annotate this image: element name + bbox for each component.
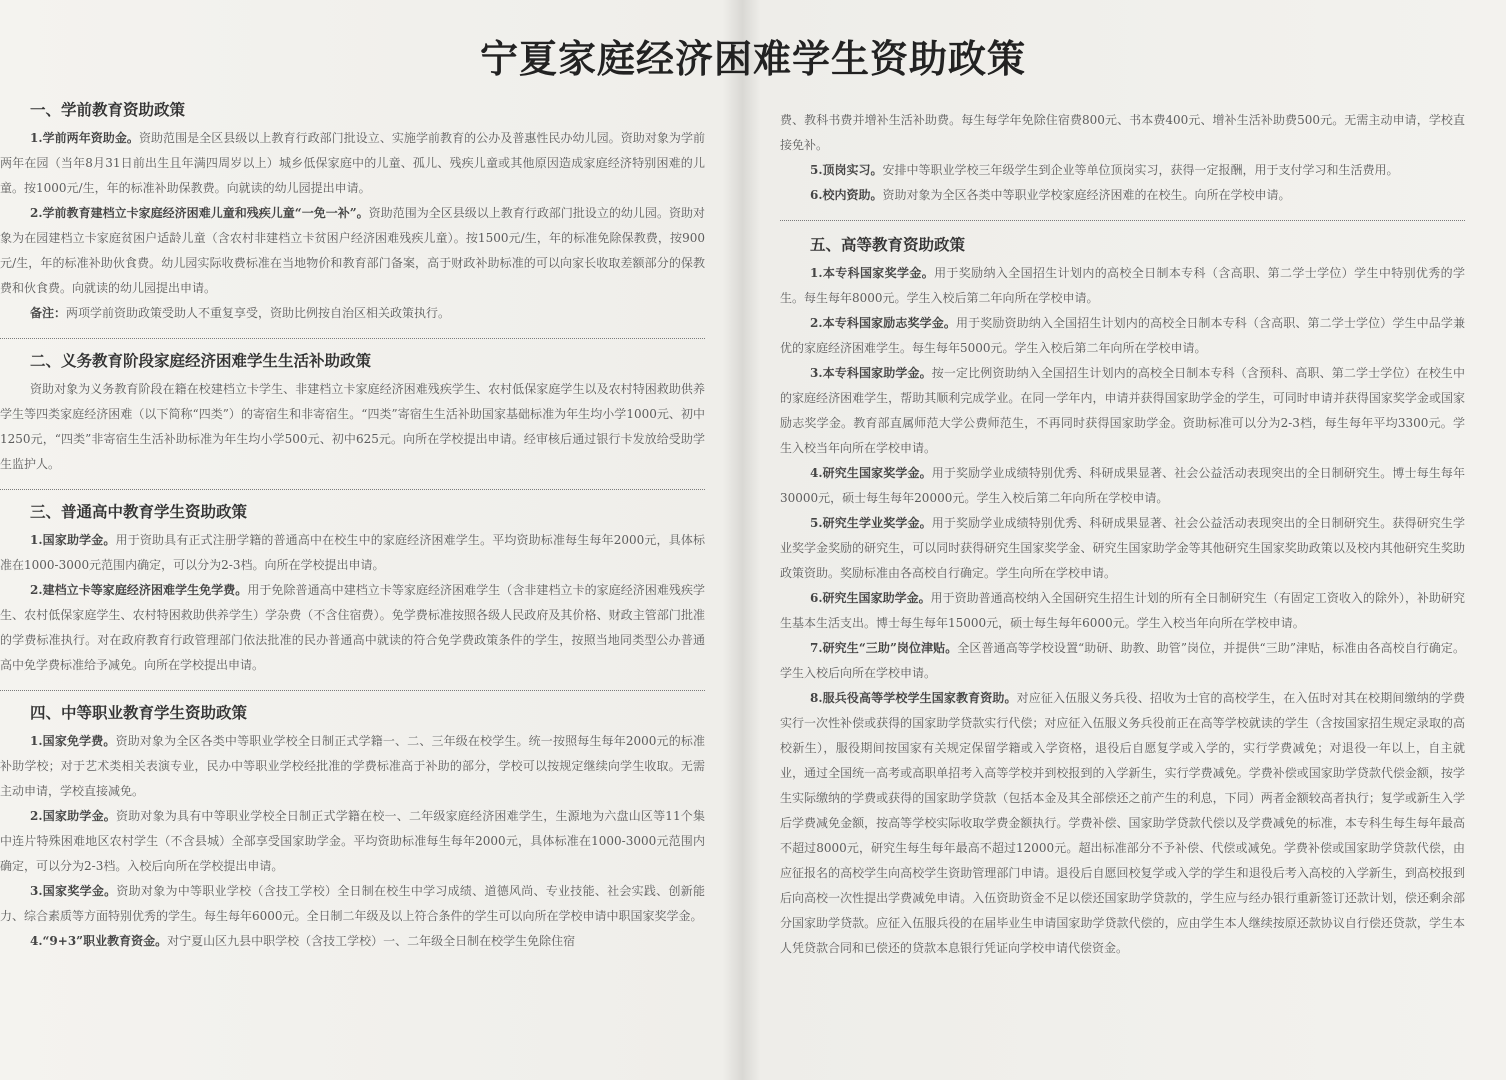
item-label: 2.国家助学金。 <box>30 809 116 823</box>
paragraph <box>780 158 1465 183</box>
item-label: 2.学前教育建档立卡家庭经济困难儿童和残疾儿童“一免一补”。 <box>30 206 369 220</box>
section-heading: 一、学前教育资助政策 <box>30 101 186 119</box>
item-text: 按一定比例资助纳入全国招生计划内的高校全日制本专科（含预科、高职、第二学士学位）在校生中的家庭经济困难学生，帮助其顺利完成学业。在同一学年内，申请并获得国家助学金的学生，可同时申请并获得国家奖学金或国家励志奖学金。教育部直属师范大学公费师范生，不再同时获得国家助学金。资助标准可以分为2-3档，每生每年平均3300元。学生入校当年向所在学校申请。 <box>780 366 1465 455</box>
item-text: 资助对象为具有中等职业学校全日制正式学籍在校一、二年级家庭经济困难学生，生源地为六盘山区等11个集中连片特殊困难地区农村学生（不含县城）全部享受国家助学金。平均资助标准每生每年2000元，具体标准在1000-3000元范围内确定，可以分为2-3档。入校后向所在学校提出申请。 <box>0 809 705 873</box>
right-column <box>780 108 1465 961</box>
item-label: 7.研究生“三助”岗位津贴。 <box>810 641 958 655</box>
item-label: 2.本专科国家励志奖学金。 <box>810 316 956 330</box>
item-text: 安排中等职业学校三年级学生到企业等单位顶岗实习，获得一定报酬，用于支付学习和生活费用。 <box>882 163 1399 177</box>
paragraph: 费、教科书费并增补生活补助费。每生每学年免除住宿费800元、书本费400元、增补生活补助费500元。无需主动申请，学校直接免补。 <box>780 113 1465 152</box>
item-label: 3.本专科国家助学金。 <box>810 366 932 380</box>
section-heading: 五、高等教育资助政策 <box>810 236 966 254</box>
section-preschool <box>0 100 705 326</box>
item-label: 1.国家免学费。 <box>30 734 116 748</box>
item-label: 2.建档立卡等家庭经济困难学生免学费。 <box>30 583 248 597</box>
item-label: 1.本专科国家奖学金。 <box>810 266 935 280</box>
item-label: 4.研究生国家奖学金。 <box>810 466 932 480</box>
paragraph <box>0 528 705 578</box>
item-text: 资助范围为全区县级以上教育行政部门批设立的幼儿园。资助对象为在园建档立卡家庭贫困户适龄儿童（含农村非建档立卡贫困户经济困难残疾儿童）。按1500元/生，年的标准免除保教费，按900元/生，年的标准补助伙食费。幼儿园实际收费标准在当地物价和教育部门备案，高于财政补助标准的可以向家长收取差额部分的保教费和伙食费。向就读的幼儿园提出申请。 <box>0 206 705 295</box>
item-text: 资助对象为全区各类中等职业学校家庭经济困难的在校生。向所在学校申请。 <box>882 188 1291 202</box>
item-label: 3.国家奖学金。 <box>30 884 117 898</box>
paragraph <box>0 729 705 804</box>
note <box>0 301 705 326</box>
item-text: 用于免除普通高中建档立卡等家庭经济困难学生（含非建档立卡的家庭经济困难残疾学生、农村低保家庭学生、农村特困救助供养学生）学杂费（不含住宿费）。免学费标准按照各级人民政府及其价格、财政主管部门批准的学费标准执行。对在政府教育行政管理部门依法批准的民办普通高中就读的符合免学费政策条件的学生，按照当地同类型公办普通高中免学费标准给予减免。向所在学校提出申请。 <box>0 583 705 672</box>
page-title: 宁夏家庭经济困难学生资助政策 <box>479 37 1026 81</box>
paragraph <box>0 929 705 954</box>
section-heading: 四、中等职业教育学生资助政策 <box>30 704 248 722</box>
dotted-divider <box>0 338 705 339</box>
paragraph <box>780 311 1465 361</box>
paragraph <box>0 578 705 678</box>
item-label: 6.校内资助。 <box>810 188 883 202</box>
item-label: 5.研究生学业奖学金。 <box>810 516 932 530</box>
note-text: 两项学前资助政策受助人不重复享受，资助比例按自治区相关政策执行。 <box>66 306 451 320</box>
item-text: 用于资助普通高校纳入全国研究生招生计划的所有全日制研究生（有固定工资收入的除外），补助研究生基本生活支出。博士每生每年15000元，硕士每生每年6000元。学生入校当年向所在学校申请。 <box>780 591 1465 630</box>
paragraph <box>0 126 705 201</box>
paragraph <box>780 461 1465 511</box>
left-column <box>0 100 705 954</box>
item-text: 用于奖励资助纳入全国招生计划内的高校全日制本专科（含高职、第二学士学位）学生中品学兼优的家庭经济困难学生。每生每年5000元。学生入校后第二年向所在学校申请。 <box>780 316 1465 355</box>
dotted-divider <box>780 220 1465 221</box>
item-text: 资助对象为中等职业学校（含技工学校）全日制在校生中学习成绩、道德风尚、专业技能、社会实践、创新能力、综合素质等方面特别优秀的学生。每生每年6000元。全日制二年级及以上符合条件的学生可以向所在学校申请中职国家奖学金。 <box>0 884 705 923</box>
paragraph <box>780 361 1465 461</box>
section-vocational <box>0 703 705 954</box>
paragraph <box>780 511 1465 586</box>
paragraph: 资助对象为义务教育阶段在籍在校建档立卡学生、非建档立卡家庭经济困难残疾学生、农村低保家庭学生以及农村特困救助供养学生等四类家庭经济困难（以下简称“四类”）的寄宿生和非寄宿生。“四类”寄宿生生活补助国家基础标准为年生均小学1000元、初中1250元，“四类”非寄宿生生活补助标准为年生均小学500元、初中625元。向所在学校提出申请。经审核后通过银行卡发放给受助学生监护人。 <box>0 382 705 471</box>
section-compulsory <box>0 351 705 477</box>
dotted-divider <box>0 690 705 691</box>
paragraph <box>780 686 1465 961</box>
section-heading: 三、普通高中教育学生资助政策 <box>30 503 248 521</box>
item-label: 6.研究生国家助学金。 <box>810 591 931 605</box>
item-text: 对应征入伍服义务兵役、招收为士官的高校学生，在入伍时对其在校期间缴纳的学费实行一次性补偿或获得的国家助学贷款实行代偿；对应征入伍服义务兵役前正在高等学校就读的学生（含按国家招生规定录取的高校新生），服役期间按国家有关规定保留学籍或入学资格，退役后自愿复学或入学的，实行学费减免；对退役一年以上，自主就业，通过全国统一高考或高职单招考入高等学校并到校报到的入学新生，实行学费减免。学费补偿或国家助学贷款代偿金额，按学生实际缴纳的学费或获得的国家助学贷款（包括本金及其全部偿还之前产生的利息，下同）两者金额较高者执行；复学或新生入学后学费减免金额，按高等学校实际收取学费金额执行。学费补偿、国家助学贷款代偿以及学费减免的标准，本专科生每生每年最高不超过8000元，研究生每生每年最高不超过12000元。超出标准部分不予补偿、代偿或减免。学费补偿或国家助学贷款代偿，由应征报名的高校学生向高校学生资助管理部门申请。退役后自愿回校复学或入学的学生和退役后考入高校的入学新生，到高校报到后向高校一次性提出学费减免申请。入伍资助资金不足以偿还国家助学贷款的，学生应与经办银行重新签订还款计划，偿还剩余部分国家助学贷款。应征入伍服兵役的在届毕业生申请国家助学贷款代偿的，应由学生本人继续按原还款协议自行偿还贷款，学生本人凭贷款合同和已偿还的贷款本息银行凭证向学校申请代偿资金。 <box>780 691 1465 955</box>
note-label: 备注： <box>30 306 67 320</box>
item-label: 1.国家助学金。 <box>30 533 116 547</box>
item-label: 8.服兵役高等学校学生国家教育资助。 <box>810 691 1017 705</box>
item-text: 资助范围是全区县级以上教育行政部门批设立、实施学前教育的公办及普惠性民办幼儿园。资助对象为学前两年在园（当年8月31日前出生且年满四周岁以上）城乡低保家庭中的儿童、孤儿、残疾儿童或其他原因造成家庭经济特别困难的儿童。按1000元/生，年的标准补助保教费。向就读的幼儿园提出申请。 <box>0 131 705 195</box>
item-text: 全区普通高等学校设置“助研、助教、助管”岗位，并提供“三助”津贴，标准由各高校自行确定。学生入校后向所在学校申请。 <box>780 641 1465 680</box>
paragraph <box>0 879 705 929</box>
item-text: 资助对象为全区各类中等职业学校全日制正式学籍一、二、三年级在校学生。统一按照每生每年2000元的标准补助学校；对于艺术类相关表演专业，民办中等职业学校经批准的学费标准高于补助的部分，学校可以按规定继续向学生收取。无需主动申请，学校直接减免。 <box>0 734 705 798</box>
item-label: 1.学前两年资助金。 <box>30 131 139 145</box>
item-text: 用于资助具有正式注册学籍的普通高中在校生中的家庭经济困难学生。平均资助标准每生每年2000元，具体标准在1000-3000元范围内确定，可以分为2-3档。向所在学校提出申请。 <box>0 533 705 572</box>
item-text: 用于奖励学业成绩特别优秀、科研成果显著、社会公益活动表现突出的全日制研究生。博士每生每年30000元，硕士每生每年20000元。学生入校后第二年向所在学校申请。 <box>780 466 1465 505</box>
paragraph <box>780 261 1465 311</box>
paragraph <box>0 201 705 301</box>
item-text: 用于奖励学业成绩特别优秀、科研成果显著、社会公益活动表现突出的全日制研究生。获得研究生学业奖学金奖励的研究生，可以同时获得研究生国家奖学金、研究生国家助学金等其他研究生国家奖助政策以及校内其他研究生奖助政策资助。奖励标准由各高校自行确定。学生向所在学校申请。 <box>780 516 1465 580</box>
section-vocational-continued <box>780 108 1465 208</box>
paragraph <box>780 636 1465 686</box>
paragraph <box>0 804 705 879</box>
paragraph <box>780 183 1465 208</box>
section-high-school <box>0 502 705 678</box>
item-label: 4.“9+3”职业教育资金。 <box>30 934 168 948</box>
item-text: 用于奖励纳入全国招生计划内的高校全日制本专科（含高职、第二学士学位）学生中特别优秀的学生。每生每年8000元。学生入校后第二年向所在学校申请。 <box>780 266 1465 305</box>
item-label: 5.顶岗实习。 <box>810 163 883 177</box>
paragraph <box>780 586 1465 636</box>
section-higher-education <box>780 235 1465 961</box>
item-text: 对宁夏山区九县中职学校（含技工学校）一、二年级全日制在校学生免除住宿 <box>167 934 576 948</box>
dotted-divider <box>0 489 705 490</box>
section-heading: 二、义务教育阶段家庭经济困难学生生活补助政策 <box>30 352 372 370</box>
